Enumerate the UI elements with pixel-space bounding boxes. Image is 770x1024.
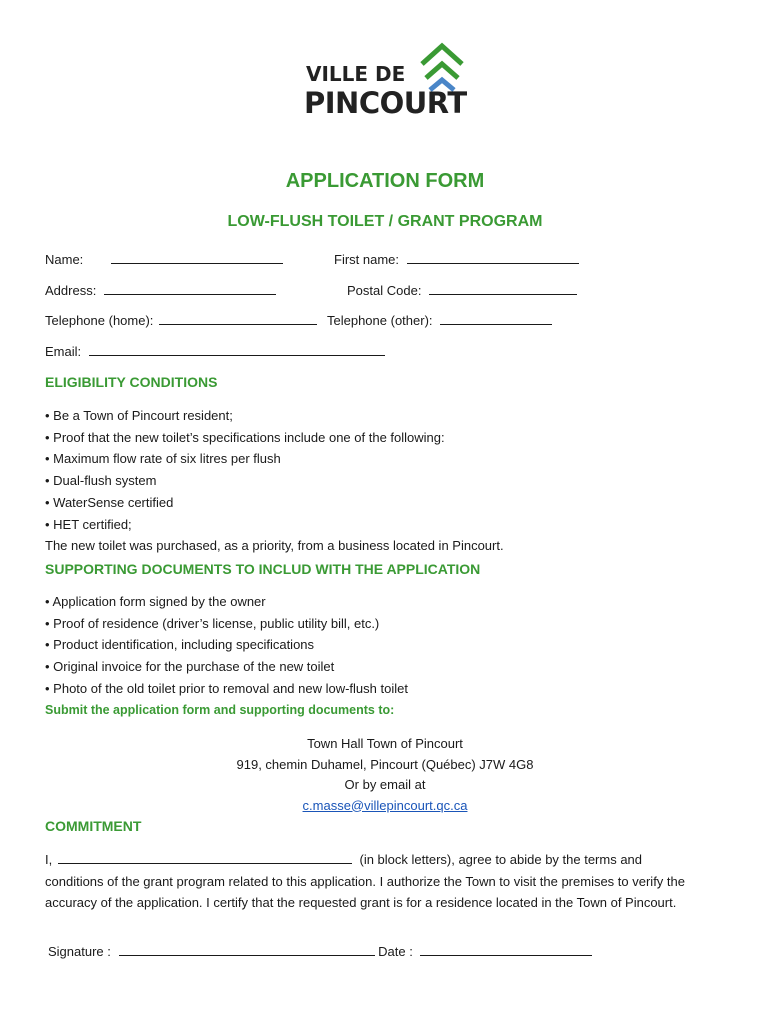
signature-line[interactable] [119, 942, 375, 956]
signature-field[interactable] [48, 942, 592, 959]
commitment-prefix: I, [45, 852, 53, 867]
telephone-other-field[interactable] [327, 311, 552, 328]
telephone-other-line[interactable] [440, 311, 552, 325]
email-field[interactable] [45, 342, 385, 359]
date-line[interactable] [420, 942, 592, 956]
name-label: Name: [45, 252, 84, 267]
submit-label: Submit the application form and supporting documents to: [45, 703, 395, 717]
page-subtitle: LOW-FLUSH TOILET / GRANT PROGRAM [227, 213, 543, 230]
address-label: Address: [45, 283, 97, 298]
date-label: Date : [378, 944, 413, 959]
list-item: • Application form signed by the owner [45, 594, 266, 609]
telephone-home-line[interactable] [159, 311, 317, 325]
list-item: • Proof of residence (driver’s license, public utility bill, etc.) [45, 615, 380, 631]
email-label: Email: [45, 344, 82, 359]
first-name-line[interactable] [407, 250, 579, 264]
first-name-field[interactable] [334, 250, 579, 267]
address-line[interactable] [104, 281, 276, 295]
address-line2: 919, chemin Duhamel, Pincourt (Québec) J7W 4G8 [236, 756, 534, 772]
eligibility-list [45, 405, 504, 557]
address-field[interactable] [45, 281, 276, 298]
postal-code-field[interactable] [347, 281, 577, 298]
list-item: • Maximum flow rate of six litres per flush [45, 451, 281, 467]
list-item: • Dual-flush system [45, 473, 157, 489]
commitment-suffix: (in block letters), agree to abide by the terms and [359, 852, 643, 867]
commitment-body: conditions of the grant program related to this application. I authorize the Town to visit the premises to verify the accuracy of the application. I certify that the requested grant is for a residence located in the Town of Pincourt. [45, 874, 685, 910]
signature-label: Signature : [48, 944, 111, 959]
postal-code-label: Postal Code: [347, 283, 422, 298]
logo [300, 42, 470, 124]
documents-list [45, 591, 408, 700]
telephone-home-field[interactable] [45, 311, 317, 328]
telephone-other-label: Telephone (other): [327, 313, 433, 328]
list-item: • Photo of the old toilet prior to removal and new low-flush toilet [45, 680, 408, 696]
address-line3: Or by email at [344, 777, 426, 792]
postal-code-line[interactable] [429, 281, 577, 295]
email-line[interactable] [89, 342, 385, 356]
eligibility-heading: ELIGIBILITY CONDITIONS [45, 374, 218, 390]
documents-heading: SUPPORTING DOCUMENTS TO INCLUD WITH THE APPLICATION [45, 561, 481, 577]
logo-line2: PINCOURT [304, 86, 467, 120]
email-link[interactable]: c.masse@villepincourt.qc.ca [302, 797, 468, 813]
first-name-label: First name: [334, 252, 400, 267]
list-item: • WaterSense certified [45, 494, 174, 510]
list-item: • Original invoice for the purchase of the new toilet [45, 659, 335, 675]
name-field[interactable] [45, 250, 283, 267]
commitment-heading: COMMITMENT [45, 818, 142, 834]
commitment-name-row[interactable] [45, 850, 642, 867]
name-line[interactable] [111, 250, 283, 264]
list-item: • Be a Town of Pincourt resident; [45, 408, 233, 423]
list-item: • Proof that the new toilet’s specifications include one of the following: [45, 429, 445, 445]
logo-line1: VILLE DE [306, 62, 406, 86]
list-item: • Product identification, including specifications [45, 637, 315, 653]
page-title: APPLICATION FORM [285, 170, 485, 192]
address-block [0, 734, 770, 816]
block-letters-line[interactable] [58, 850, 352, 864]
address-line1: Town Hall Town of Pincourt [307, 736, 463, 751]
list-item: • HET certified; [45, 516, 132, 532]
telephone-home-label: Telephone (home): [45, 313, 154, 328]
eligibility-note: The new toilet was purchased, as a priority, from a business located in Pincourt. [45, 538, 504, 554]
